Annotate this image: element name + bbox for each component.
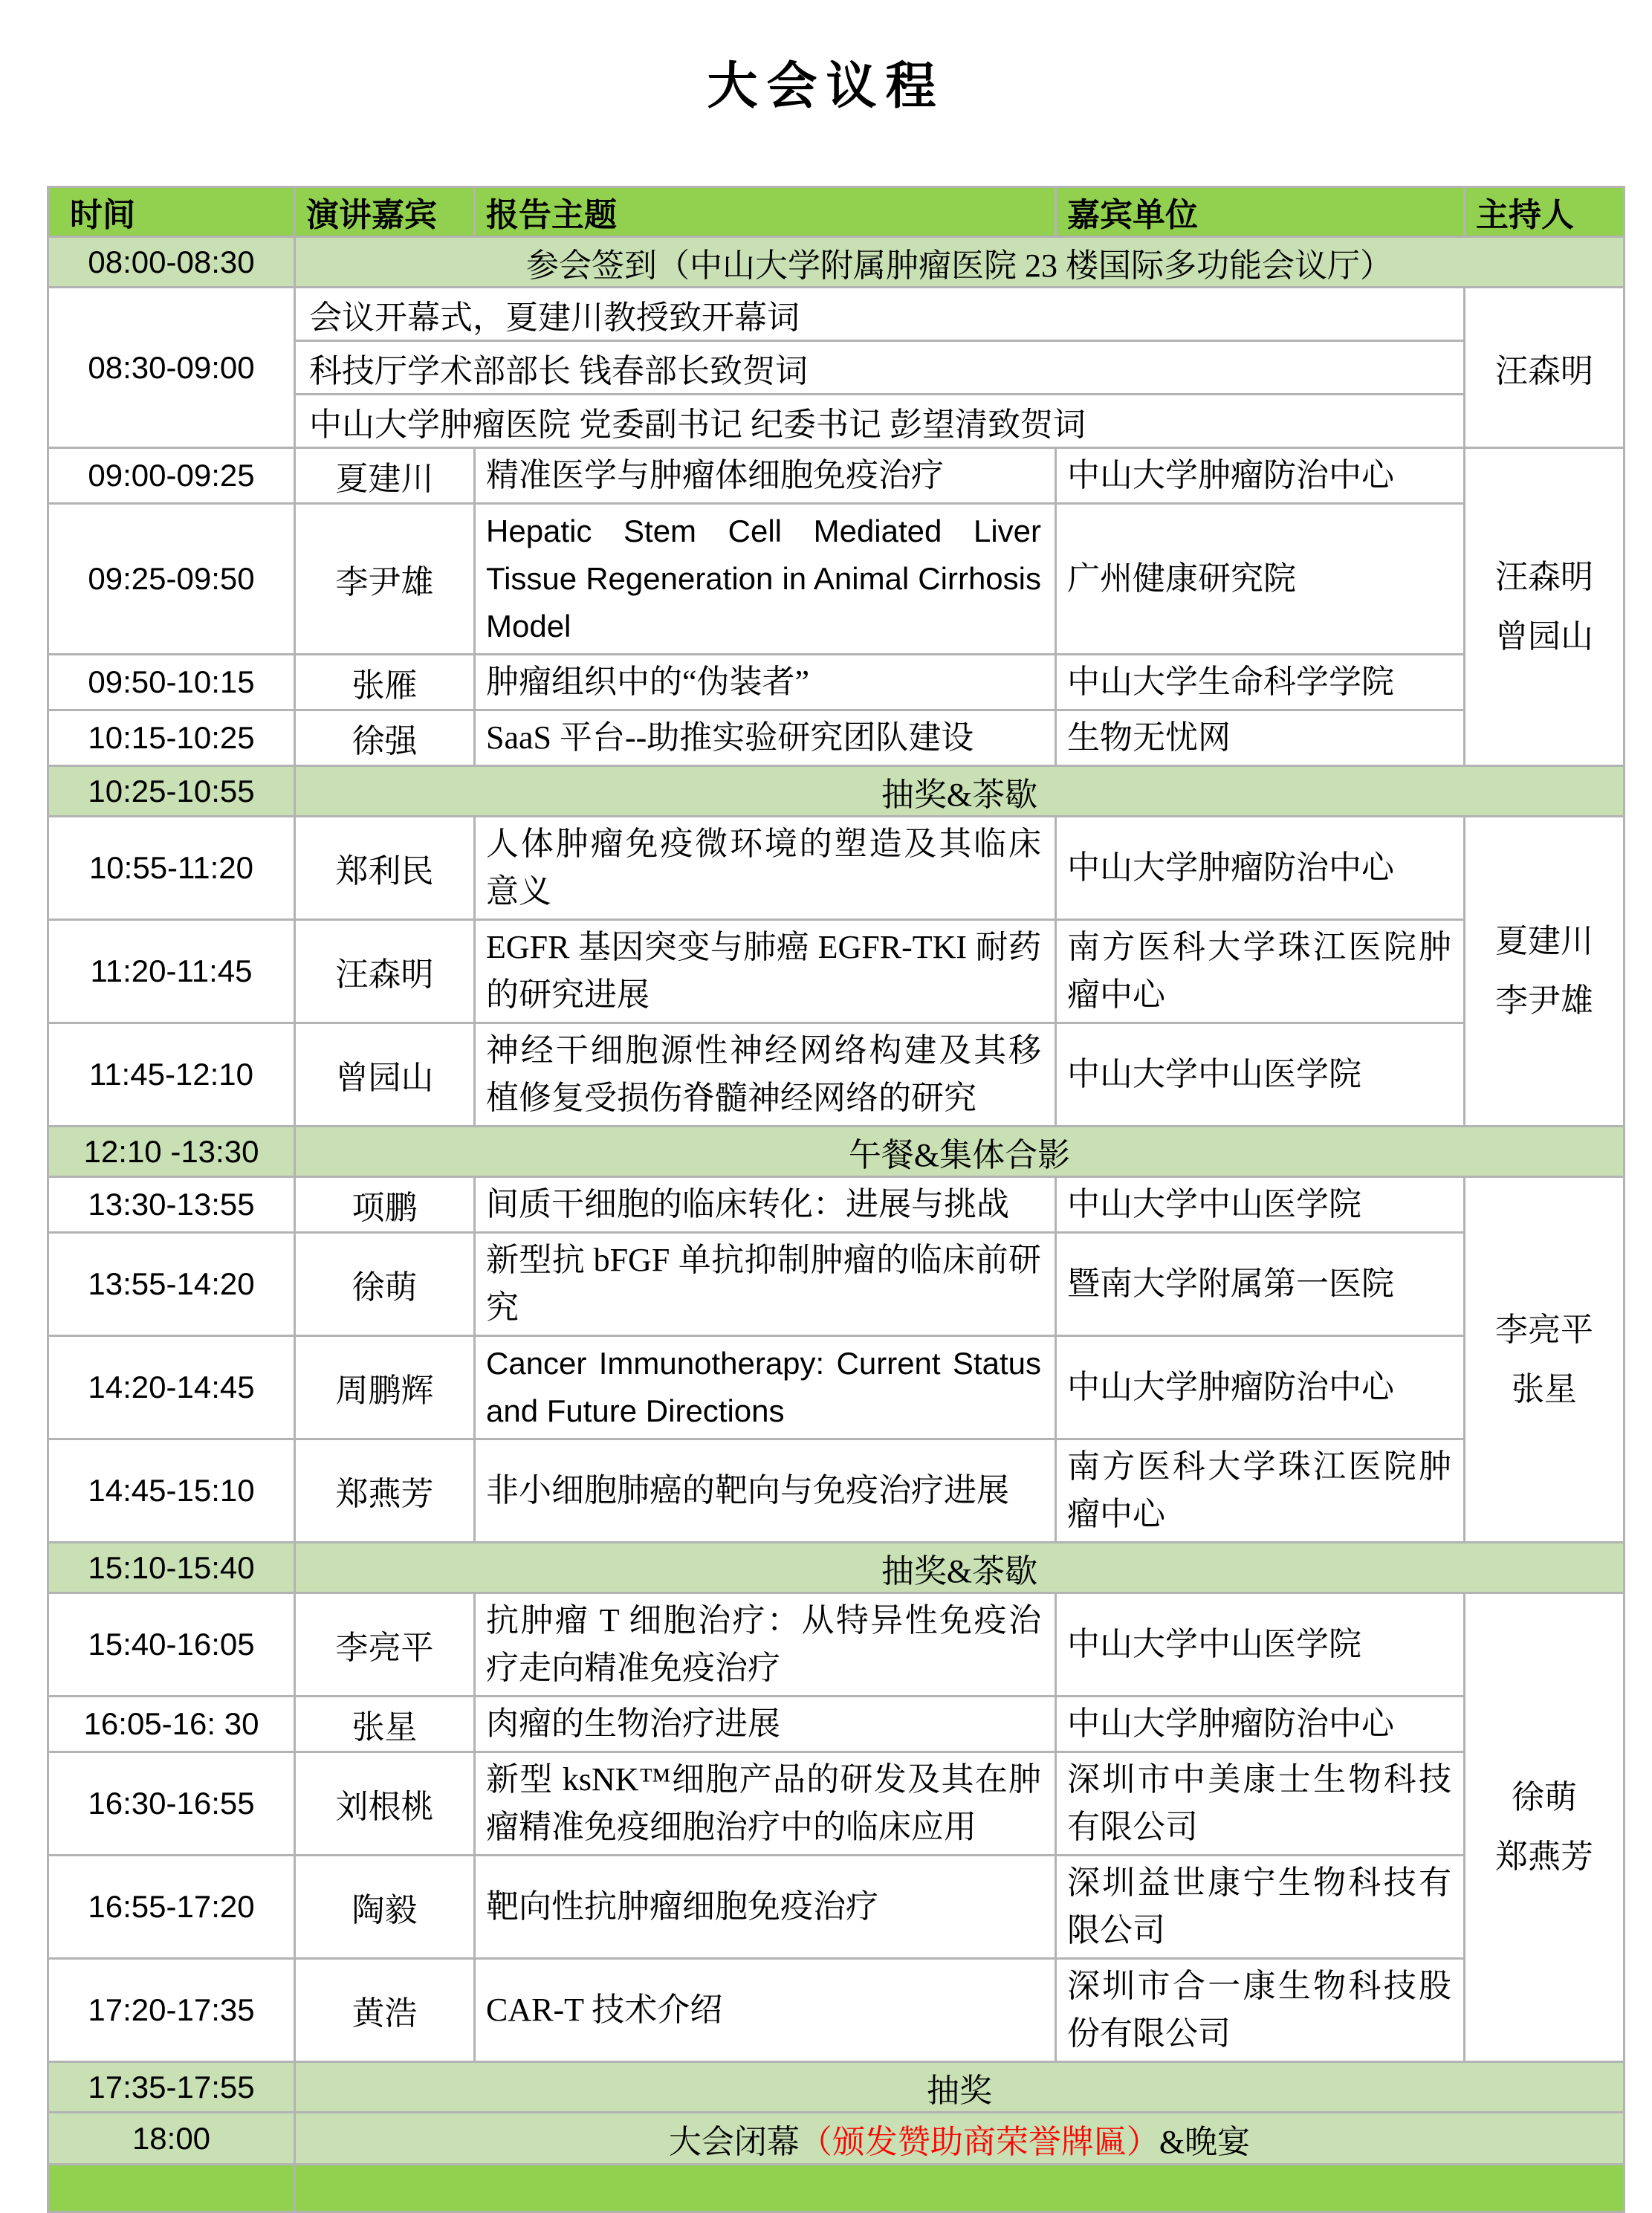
affiliation-cell: 中山大学中山医学院: [1056, 1023, 1465, 1127]
checkin-row: [48, 237, 1625, 288]
time-cell: 09:25-09:50: [48, 504, 295, 655]
time-cell: 17:35-17:55: [48, 2062, 295, 2113]
time-cell: 11:45-12:10: [48, 1023, 295, 1127]
lunch-row: [48, 1127, 1625, 1177]
host-name: 李亮平: [1495, 1311, 1593, 1348]
speaker-cell: 周鹏辉: [295, 1336, 475, 1439]
time-cell: 13:30-13:55: [48, 1177, 295, 1233]
host-cell: [1465, 817, 1625, 1127]
speaker-cell: 黄浩: [295, 1959, 475, 2062]
lottery-label: 抽奖: [295, 2062, 1625, 2113]
speaker-cell: 徐萌: [295, 1233, 475, 1336]
time-cell: 15:40-16:05: [48, 1593, 295, 1697]
topic-cell: 精准医学与肿瘤体细胞免疫治疗: [475, 448, 1056, 504]
time-cell: 14:45-15:10: [48, 1439, 295, 1543]
talk-row: [48, 1697, 1625, 1752]
topic-cell: 新型抗 bFGF 单抗抑制肿瘤的临床前研究: [475, 1233, 1056, 1336]
time-cell: 17:20-17:35: [48, 1959, 295, 2062]
topic-cell: SaaS 平台--助推实验研究团队建设: [475, 710, 1056, 766]
talk-row: [48, 448, 1625, 504]
speaker-cell: 李尹雄: [295, 504, 475, 655]
host-name: 李尹雄: [1495, 982, 1593, 1019]
opening-item: 科技厅学术部部长 钱春部长致贺词: [295, 341, 1465, 395]
affiliation-cell: 中山大学生命科学学院: [1056, 655, 1465, 710]
host-name: 曾园山: [1495, 618, 1593, 655]
time-cell: 11:20-11:45: [48, 920, 295, 1023]
tea-break-row: [48, 1543, 1625, 1593]
time-cell: 16:55-17:20: [48, 1856, 295, 1959]
affiliation-cell: 深圳益世康宁生物科技有限公司: [1056, 1856, 1465, 1959]
speaker-cell: 刘根桃: [295, 1752, 475, 1856]
talk-row: [48, 1023, 1625, 1127]
topic-cell: Hepatic Stem Cell Mediated Liver Tissue Regeneration in Animal Cirrhosis Model: [475, 504, 1056, 655]
topic-cell: 新型 ksNK™细胞产品的研发及其在肿瘤精准免疫细胞治疗中的临床应用: [475, 1752, 1056, 1856]
talk-row: [48, 1336, 1625, 1439]
speaker-cell: 张雁: [295, 655, 475, 710]
lottery-row: [48, 2062, 1625, 2113]
affiliation-cell: 南方医科大学珠江医院肿瘤中心: [1056, 1439, 1465, 1543]
topic-cell: Cancer Immunotherapy: Current Status and Future Directions: [475, 1336, 1056, 1439]
tea-break-label: 抽奖&茶歇: [295, 766, 1625, 817]
talk-row: [48, 1593, 1625, 1697]
header-cell-speaker: 演讲嘉宾: [295, 187, 475, 237]
time-cell: 13:55-14:20: [48, 1233, 295, 1336]
speaker-cell: 夏建川: [295, 448, 475, 504]
time-cell: 10:55-11:20: [48, 817, 295, 920]
opening-item: 会议开幕式，夏建川教授致开幕词: [295, 288, 1465, 341]
time-cell: 08:30-09:00: [48, 288, 295, 448]
affiliation-cell: 深圳市中美康士生物科技有限公司: [1056, 1752, 1465, 1856]
speaker-cell: 汪森明: [295, 920, 475, 1023]
topic-cell: 间质干细胞的临床转化：进展与挑战: [475, 1177, 1056, 1233]
time-cell: 09:00-09:25: [48, 448, 295, 504]
closing-label: [295, 2113, 1625, 2165]
speaker-cell: 曾园山: [295, 1023, 475, 1127]
host-cell: 汪森明: [1465, 288, 1625, 448]
opening-item: 中山大学肿瘤医院 党委副书记 纪委书记 彭望清致贺词: [295, 395, 1465, 448]
topic-cell: CAR-T 技术介绍: [475, 1959, 1056, 2062]
closing-red-note: （颁发赞助商荣誉牌匾）: [799, 2123, 1159, 2160]
speaker-cell: 陶毅: [295, 1856, 475, 1959]
talk-row: [48, 710, 1625, 766]
talk-row: [48, 655, 1625, 710]
closing-row: [48, 2113, 1625, 2165]
topic-cell: 人体肿瘤免疫微环境的塑造及其临床意义: [475, 817, 1056, 920]
talk-row: [48, 1856, 1625, 1959]
talk-row: [48, 1177, 1625, 1233]
header-row: [48, 187, 1625, 237]
affiliation-cell: 中山大学肿瘤防治中心: [1056, 817, 1465, 920]
opening-row-1: [48, 288, 1625, 341]
header-cell-time: 时间: [48, 187, 295, 237]
page-title: 大会议程: [707, 56, 945, 116]
topic-cell: 肿瘤组织中的“伪装者”: [475, 655, 1056, 710]
time-cell: 14:20-14:45: [48, 1336, 295, 1439]
time-cell: 16:05-16: 30: [48, 1697, 295, 1752]
host-cell: [1465, 1177, 1625, 1543]
affiliation-cell: 中山大学肿瘤防治中心: [1056, 448, 1465, 504]
affiliation-cell: 生物无忧网: [1056, 710, 1465, 766]
speaker-cell: 郑燕芳: [295, 1439, 475, 1543]
time-cell: 16:30-16:55: [48, 1752, 295, 1856]
speaker-cell: 项鹏: [295, 1177, 475, 1233]
lunch-label: 午餐&集体合影: [295, 1127, 1625, 1177]
talk-row: [48, 920, 1625, 1023]
footer-empty-row: [48, 2165, 1625, 2212]
time-cell: 15:10-15:40: [48, 1543, 295, 1593]
affiliation-cell: 广州健康研究院: [1056, 504, 1465, 655]
affiliation-cell: 中山大学中山医学院: [1056, 1593, 1465, 1697]
time-cell: 10:25-10:55: [48, 766, 295, 817]
header-cell-host: 主持人: [1465, 187, 1625, 237]
time-cell: 12:10 -13:30: [48, 1127, 295, 1177]
talk-row: [48, 504, 1625, 655]
host-cell: [1465, 448, 1625, 766]
time-cell: 10:15-10:25: [48, 710, 295, 766]
talk-row: [48, 1752, 1625, 1856]
affiliation-cell: 中山大学肿瘤防治中心: [1056, 1697, 1465, 1752]
host-name: 张星: [1512, 1370, 1577, 1407]
time-cell: 08:00-08:30: [48, 237, 295, 288]
topic-cell: EGFR 基因突变与肺癌 EGFR-TKI 耐药的研究进展: [475, 920, 1056, 1023]
header-cell-topic: 报告主题: [475, 187, 1056, 237]
talk-row: [48, 1439, 1625, 1543]
speaker-cell: 张星: [295, 1697, 475, 1752]
tea-break-row: [48, 766, 1625, 817]
checkin-label: 参会签到（中山大学附属肿瘤医院 23 楼国际多功能会议厅）: [295, 237, 1625, 288]
footer-empty-cell: [295, 2165, 1625, 2212]
host-cell: [1465, 1593, 1625, 2062]
talk-row: [48, 1233, 1625, 1336]
host-name: 郑燕芳: [1495, 1838, 1593, 1875]
time-cell: 18:00: [48, 2113, 295, 2165]
affiliation-cell: 深圳市合一康生物科技股份有限公司: [1056, 1959, 1465, 2062]
topic-cell: 肉瘤的生物治疗进展: [475, 1697, 1056, 1752]
topic-cell: 神经干细胞源性神经网络构建及其移植修复受损伤脊髓神经网络的研究: [475, 1023, 1056, 1127]
affiliation-cell: 南方医科大学珠江医院肿瘤中心: [1056, 920, 1465, 1023]
host-name: 汪森明: [1495, 558, 1593, 595]
footer-empty-time-cell: [48, 2165, 295, 2212]
host-name: 徐萌: [1512, 1779, 1577, 1815]
header-cell-affiliation: 嘉宾单位: [1056, 187, 1465, 237]
closing-text: 大会闭幕: [668, 2123, 800, 2160]
closing-text: &晚宴: [1159, 2123, 1251, 2160]
tea-break-label: 抽奖&茶歇: [295, 1543, 1625, 1593]
affiliation-cell: 中山大学中山医学院: [1056, 1177, 1465, 1233]
topic-cell: 抗肿瘤 T 细胞治疗：从特异性免疫治疗走向精准免疫治疗: [475, 1593, 1056, 1697]
host-name: 夏建川: [1495, 923, 1593, 959]
talk-row: [48, 1959, 1625, 2062]
time-cell: 09:50-10:15: [48, 655, 295, 710]
speaker-cell: 李亮平: [295, 1593, 475, 1697]
affiliation-cell: 中山大学肿瘤防治中心: [1056, 1336, 1465, 1439]
topic-cell: 非小细胞肺癌的靶向与免疫治疗进展: [475, 1439, 1056, 1543]
speaker-cell: 郑利民: [295, 817, 475, 920]
topic-cell: 靶向性抗肿瘤细胞免疫治疗: [475, 1856, 1056, 1959]
talk-row: [48, 817, 1625, 920]
speaker-cell: 徐强: [295, 710, 475, 766]
affiliation-cell: 暨南大学附属第一医院: [1056, 1233, 1465, 1336]
agenda-table: [47, 186, 1625, 2213]
